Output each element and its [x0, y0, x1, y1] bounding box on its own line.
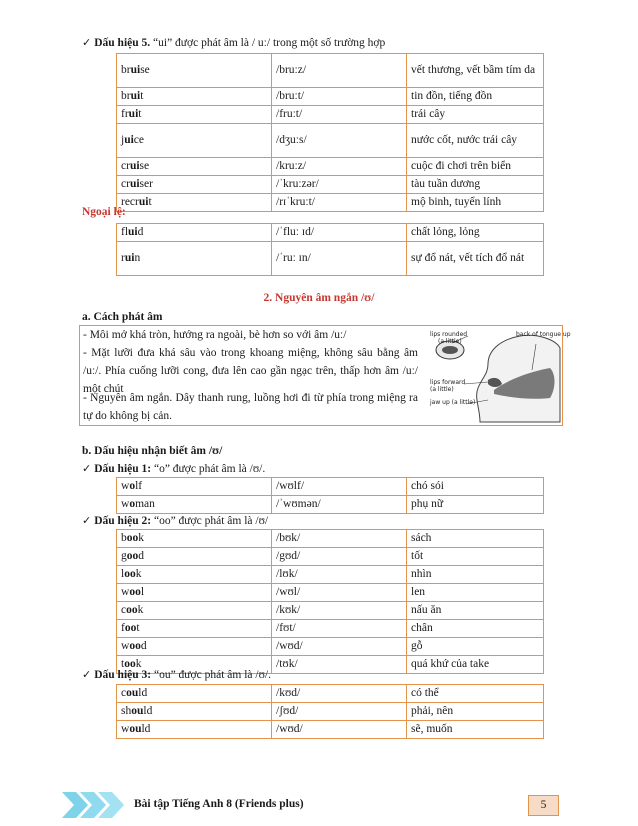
label-lips-forward: lips forward: [430, 379, 466, 386]
ipa-cell: /tʊk/: [272, 656, 407, 674]
word-cell: cruise: [117, 158, 272, 176]
ipa-cell: /bruːt/: [272, 88, 407, 106]
meaning-cell: nước cốt, nước trái cây: [407, 124, 544, 158]
highlight-letters: oo: [124, 622, 137, 634]
bullet-1: - Môi mở khá tròn, hướng ra ngoài, bè hơn so với âm /uː/: [83, 329, 347, 341]
word-cell: look: [117, 566, 272, 584]
highlight-letters: oo: [124, 658, 136, 670]
sign2-heading: Dấu hiệu 2:: [94, 515, 152, 527]
highlight-letters: oo: [126, 532, 139, 544]
highlight-letters: oo: [126, 604, 138, 616]
highlight-letters: ui: [128, 226, 138, 238]
word-cell: bruit: [117, 88, 272, 106]
table-row: [117, 530, 544, 548]
ipa-cell: /wʊd/: [272, 721, 407, 739]
word-cell: took: [117, 656, 272, 674]
highlight-letters: ou: [129, 723, 142, 735]
word-cell: wood: [117, 638, 272, 656]
mouth-diagram: [428, 328, 571, 422]
meaning-cell: tốt: [407, 548, 544, 566]
ipa-cell: /bruːz/: [272, 54, 407, 88]
table-row: [117, 548, 544, 566]
meaning-cell: sự đổ nát, vết tích đổ nát: [407, 242, 544, 276]
ipa-cell: /ˈkruːzər/: [272, 176, 407, 194]
ipa-cell: /wʊl/: [272, 584, 407, 602]
highlight-letters: ui: [130, 90, 141, 102]
sign1-table: [116, 477, 544, 514]
word-cell: wool: [117, 584, 272, 602]
table-row: [117, 242, 544, 276]
subheading-b: b. Dấu hiệu nhận biết âm /ʊ/: [82, 445, 223, 457]
sign3-text: “ou” được phát âm là /ʊ/.: [151, 669, 271, 681]
label-jaw-up: jaw up (a little): [430, 399, 476, 406]
highlight-letters: ui: [124, 252, 135, 264]
label-lips-rounded: lips rounded: [430, 331, 468, 338]
word-cell: fluid: [117, 224, 272, 242]
word-cell: wolf: [117, 478, 272, 496]
meaning-cell: gỗ: [407, 638, 544, 656]
bullet-3: - Nguyên âm ngắn. Dây thanh rung, luồng hơi đi từ phía trong miệng ra tự do không bị cản.: [83, 392, 418, 422]
highlight-letters: o: [129, 480, 136, 492]
word-cell: juice: [117, 124, 272, 158]
word-cell: bruise: [117, 54, 272, 88]
table-row: [117, 158, 544, 176]
table-row: [117, 478, 544, 496]
meaning-cell: chó sói: [407, 478, 544, 496]
sign2-table: [116, 529, 544, 674]
label-a-little-2: (a little): [430, 386, 454, 393]
table-row: [117, 224, 544, 242]
meaning-cell: cuộc đi chơi trên biển: [407, 158, 544, 176]
meaning-cell: tàu tuần dương: [407, 176, 544, 194]
check-icon: ✓: [82, 514, 92, 527]
sign3-line: [82, 668, 271, 682]
table-row: [117, 88, 544, 106]
meaning-cell: mộ binh, tuyển lính: [407, 194, 544, 212]
meaning-cell: nấu ăn: [407, 602, 544, 620]
meaning-cell: nhìn: [407, 566, 544, 584]
meaning-cell: chất lỏng, lỏng: [407, 224, 544, 242]
sign5-table: [116, 53, 544, 212]
word-cell: good: [117, 548, 272, 566]
meaning-cell: tin đồn, tiếng đồn: [407, 88, 544, 106]
ipa-cell: /ʃʊd/: [272, 703, 407, 721]
highlight-letters: oo: [124, 568, 136, 580]
ipa-cell: /rɪˈkruːt/: [272, 194, 407, 212]
highlight-letters: oo: [126, 550, 139, 562]
highlight-letters: ou: [126, 687, 139, 699]
word-cell: fruit: [117, 106, 272, 124]
meaning-cell: có thể: [407, 685, 544, 703]
exceptions-label: Ngoại lệ:: [82, 206, 126, 218]
check-icon: ✓: [82, 668, 92, 681]
meaning-cell: trái cây: [407, 106, 544, 124]
ipa-cell: /kʊd/: [272, 685, 407, 703]
word-cell: should: [117, 703, 272, 721]
word-cell: ruin: [117, 242, 272, 276]
word-cell: book: [117, 530, 272, 548]
highlight-letters: ui: [138, 196, 149, 208]
table-row: [117, 721, 544, 739]
ipa-cell: /fruːt/: [272, 106, 407, 124]
meaning-cell: chân: [407, 620, 544, 638]
ipa-cell: /gʊd/: [272, 548, 407, 566]
meaning-cell: phải, nên: [407, 703, 544, 721]
table-row: [117, 176, 544, 194]
sign2-text: “oo” được phát âm là /ʊ/: [151, 515, 269, 527]
table-row: [117, 124, 544, 158]
ipa-cell: /dʒuːs/: [272, 124, 407, 158]
ipa-cell: /wʊlf/: [272, 478, 407, 496]
chevrons-icon: [62, 790, 128, 820]
check-icon: ✓: [82, 462, 92, 475]
sign1-text: “o” được phát âm là /ʊ/.: [151, 463, 266, 475]
table-row: [117, 620, 544, 638]
word-cell: woman: [117, 496, 272, 514]
table-row: [117, 54, 544, 88]
footer-book-title: Bài tập Tiếng Anh 8 (Friends plus): [134, 798, 304, 810]
label-a-little-1: (a little): [438, 338, 462, 345]
word-cell: foot: [117, 620, 272, 638]
bullet-2: - Mặt lưỡi đưa khá sâu vào trong khoang miệng, không sâu bằng âm /uː/. Phía cuống lưỡi cong, đưa lên cao gần ngạc trên, thấp hơn âm /uː/ một chút: [83, 347, 418, 395]
highlight-letters: ui: [129, 160, 140, 172]
ipa-cell: /ˈwʊmən/: [272, 496, 407, 514]
table-row: [117, 703, 544, 721]
subheading-a: a. Cách phát âm: [82, 311, 163, 323]
section-title: 2. Nguyên âm ngắn /ʊ/: [263, 292, 375, 304]
sign5-heading: Dấu hiệu 5.: [94, 37, 151, 49]
word-cell: recruit: [117, 194, 272, 212]
meaning-cell: sẽ, muốn: [407, 721, 544, 739]
page-number: 5: [528, 795, 559, 816]
ipa-cell: /bʊk/: [272, 530, 407, 548]
ipa-cell: /fʊt/: [272, 620, 407, 638]
table-row: [117, 638, 544, 656]
word-cell: could: [117, 685, 272, 703]
word-cell: would: [117, 721, 272, 739]
highlight-letters: ui: [128, 108, 139, 120]
sign5-text: “ui” được phát âm là / uː/ trong một số trường hợp: [150, 37, 386, 49]
table-row: [117, 566, 544, 584]
exceptions-table: [116, 223, 544, 276]
meaning-cell: len: [407, 584, 544, 602]
highlight-letters: ou: [131, 705, 144, 717]
highlight-letters: o: [129, 498, 136, 510]
ipa-cell: /lʊk/: [272, 566, 407, 584]
highlight-letters: oo: [129, 586, 141, 598]
meaning-cell: phụ nữ: [407, 496, 544, 514]
label-back-of-tongue: back of tongue up: [516, 331, 571, 338]
highlight-letters: ui: [124, 134, 134, 146]
sign3-heading: Dấu hiệu 3:: [94, 669, 152, 681]
word-cell: cruiser: [117, 176, 272, 194]
sign1-heading: Dấu hiệu 1:: [94, 463, 152, 475]
ipa-cell: /ˈruː ɪn/: [272, 242, 407, 276]
highlight-letters: oo: [129, 640, 141, 652]
check-icon: ✓: [82, 36, 92, 49]
table-row: [117, 685, 544, 703]
ipa-cell: /kruːz/: [272, 158, 407, 176]
sign3-table: [116, 684, 544, 739]
pronunciation-box: [79, 325, 571, 426]
table-row: [117, 194, 544, 212]
table-row: [117, 496, 544, 514]
ipa-cell: /ˈfluː ɪd/: [272, 224, 407, 242]
meaning-cell: sách: [407, 530, 544, 548]
ipa-cell: /kʊk/: [272, 602, 407, 620]
meaning-cell: quá khứ của take: [407, 656, 544, 674]
highlight-letters: ui: [130, 64, 141, 76]
sign2-line: [82, 514, 268, 528]
table-row: [117, 106, 544, 124]
ipa-cell: /wʊd/: [272, 638, 407, 656]
sign5-line: [82, 36, 385, 50]
table-row: [117, 584, 544, 602]
word-cell: cook: [117, 602, 272, 620]
meaning-cell: vết thương, vết bầm tím da: [407, 54, 544, 88]
sign1-line: [82, 462, 265, 476]
table-row: [117, 602, 544, 620]
highlight-letters: ui: [129, 178, 140, 190]
